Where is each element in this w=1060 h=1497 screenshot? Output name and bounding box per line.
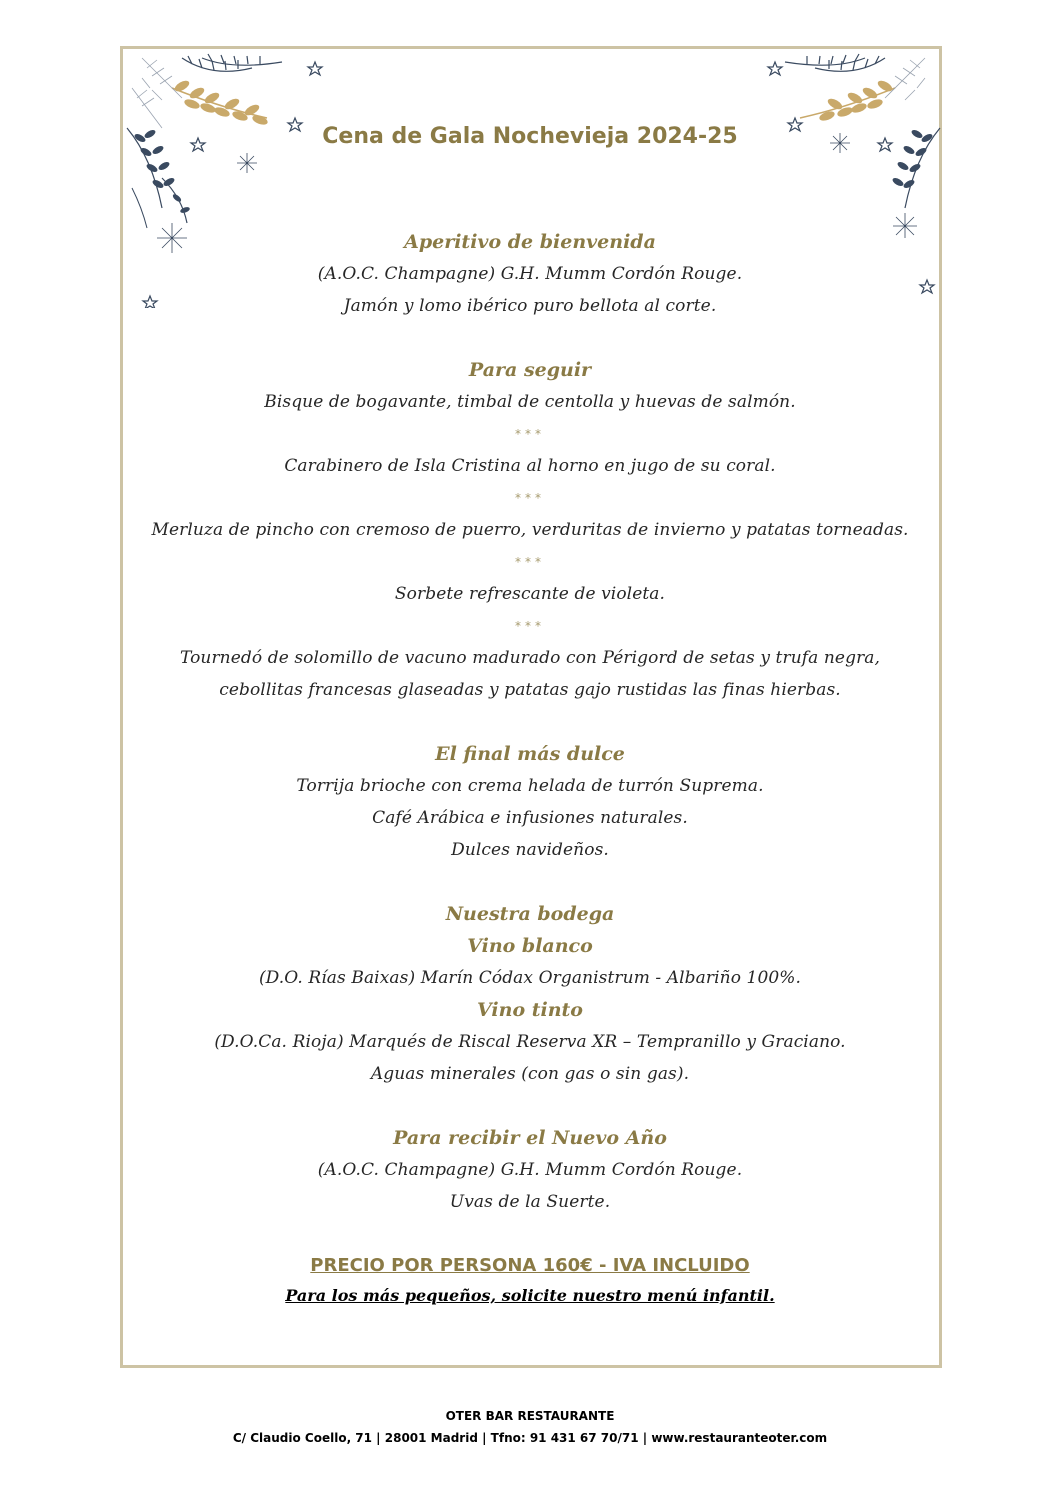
menu-line: Tournedó de solomillo de vacuno madurado con Périgord de setas y trufa negra, [179,648,881,668]
menu-line: Bisque de bogavante, timbal de centolla y huevas de salmón. [264,392,796,412]
menu-title: Cena de Gala Nochevieja 2024-25 [322,124,738,149]
menu-line: (D.O.Ca. Rioja) Marqués de Riscal Reserva XR – Tempranillo y Graciano. [214,1032,846,1052]
section-heading-bodega: Nuestra bodega [445,903,615,925]
menu-line: Jamón y lomo ibérico puro bellota al corte. [343,296,717,316]
menu-line: cebollitas francesas glaseadas y patatas gajo rustidas las finas hierbas. [219,680,841,700]
menu-line: (A.O.C. Champagne) G.H. Mumm Cordón Rouge. [317,264,743,284]
restaurant-name: OTER BAR RESTAURANTE [445,1409,615,1423]
menu-line: Carabinero de Isla Cristina al horno en jugo de su coral. [284,456,776,476]
menu-line: (A.O.C. Champagne) G.H. Mumm Cordón Rouge. [317,1160,743,1180]
menu-line: Uvas de la Suerte. [449,1192,611,1212]
menu-line: Café Arábica e infusiones naturales. [372,808,688,828]
menu-line: Aguas minerales (con gas o sin gas). [370,1064,690,1084]
section-heading-final-dulce: El final más dulce [435,743,625,765]
footer [0,1405,1060,1449]
menu-line: Dulces navideños. [451,840,609,860]
section-heading-para-seguir: Para seguir [468,359,592,381]
menu-line: Torrija brioche con crema helada de turrón Suprema. [296,776,764,796]
restaurant-address: C/ Claudio Coello, 71 | 28001 Madrid | Tfno: 91 431 67 70/71 | www.restauranteoter.com [232,1431,828,1445]
dish-separator: *** [515,491,545,505]
menu-line: Sorbete refrescante de violeta. [394,584,666,604]
dish-separator: *** [515,619,545,633]
dish-separator: *** [515,427,545,441]
section-heading-nuevo-ano: Para recibir el Nuevo Año [393,1127,667,1149]
dish-separator: *** [515,555,545,569]
subheading-vino-tinto: Vino tinto [477,999,583,1021]
menu-line: Merluza de pincho con cremoso de puerro, verduritas de invierno y patatas torneadas. [151,520,909,540]
kids-menu-note: Para los más pequeños, solicite nuestro menú infantil. [285,1286,775,1305]
price-line: PRECIO POR PERSONA 160€ - IVA INCLUIDO [310,1255,750,1276]
subheading-vino-blanco: Vino blanco [467,935,593,957]
menu-line: (D.O. Rías Baixas) Marín Códax Organistrum - Albariño 100%. [258,968,802,988]
menu-body [0,226,1060,1310]
section-heading-aperitivo: Aperitivo de bienvenida [404,231,656,253]
